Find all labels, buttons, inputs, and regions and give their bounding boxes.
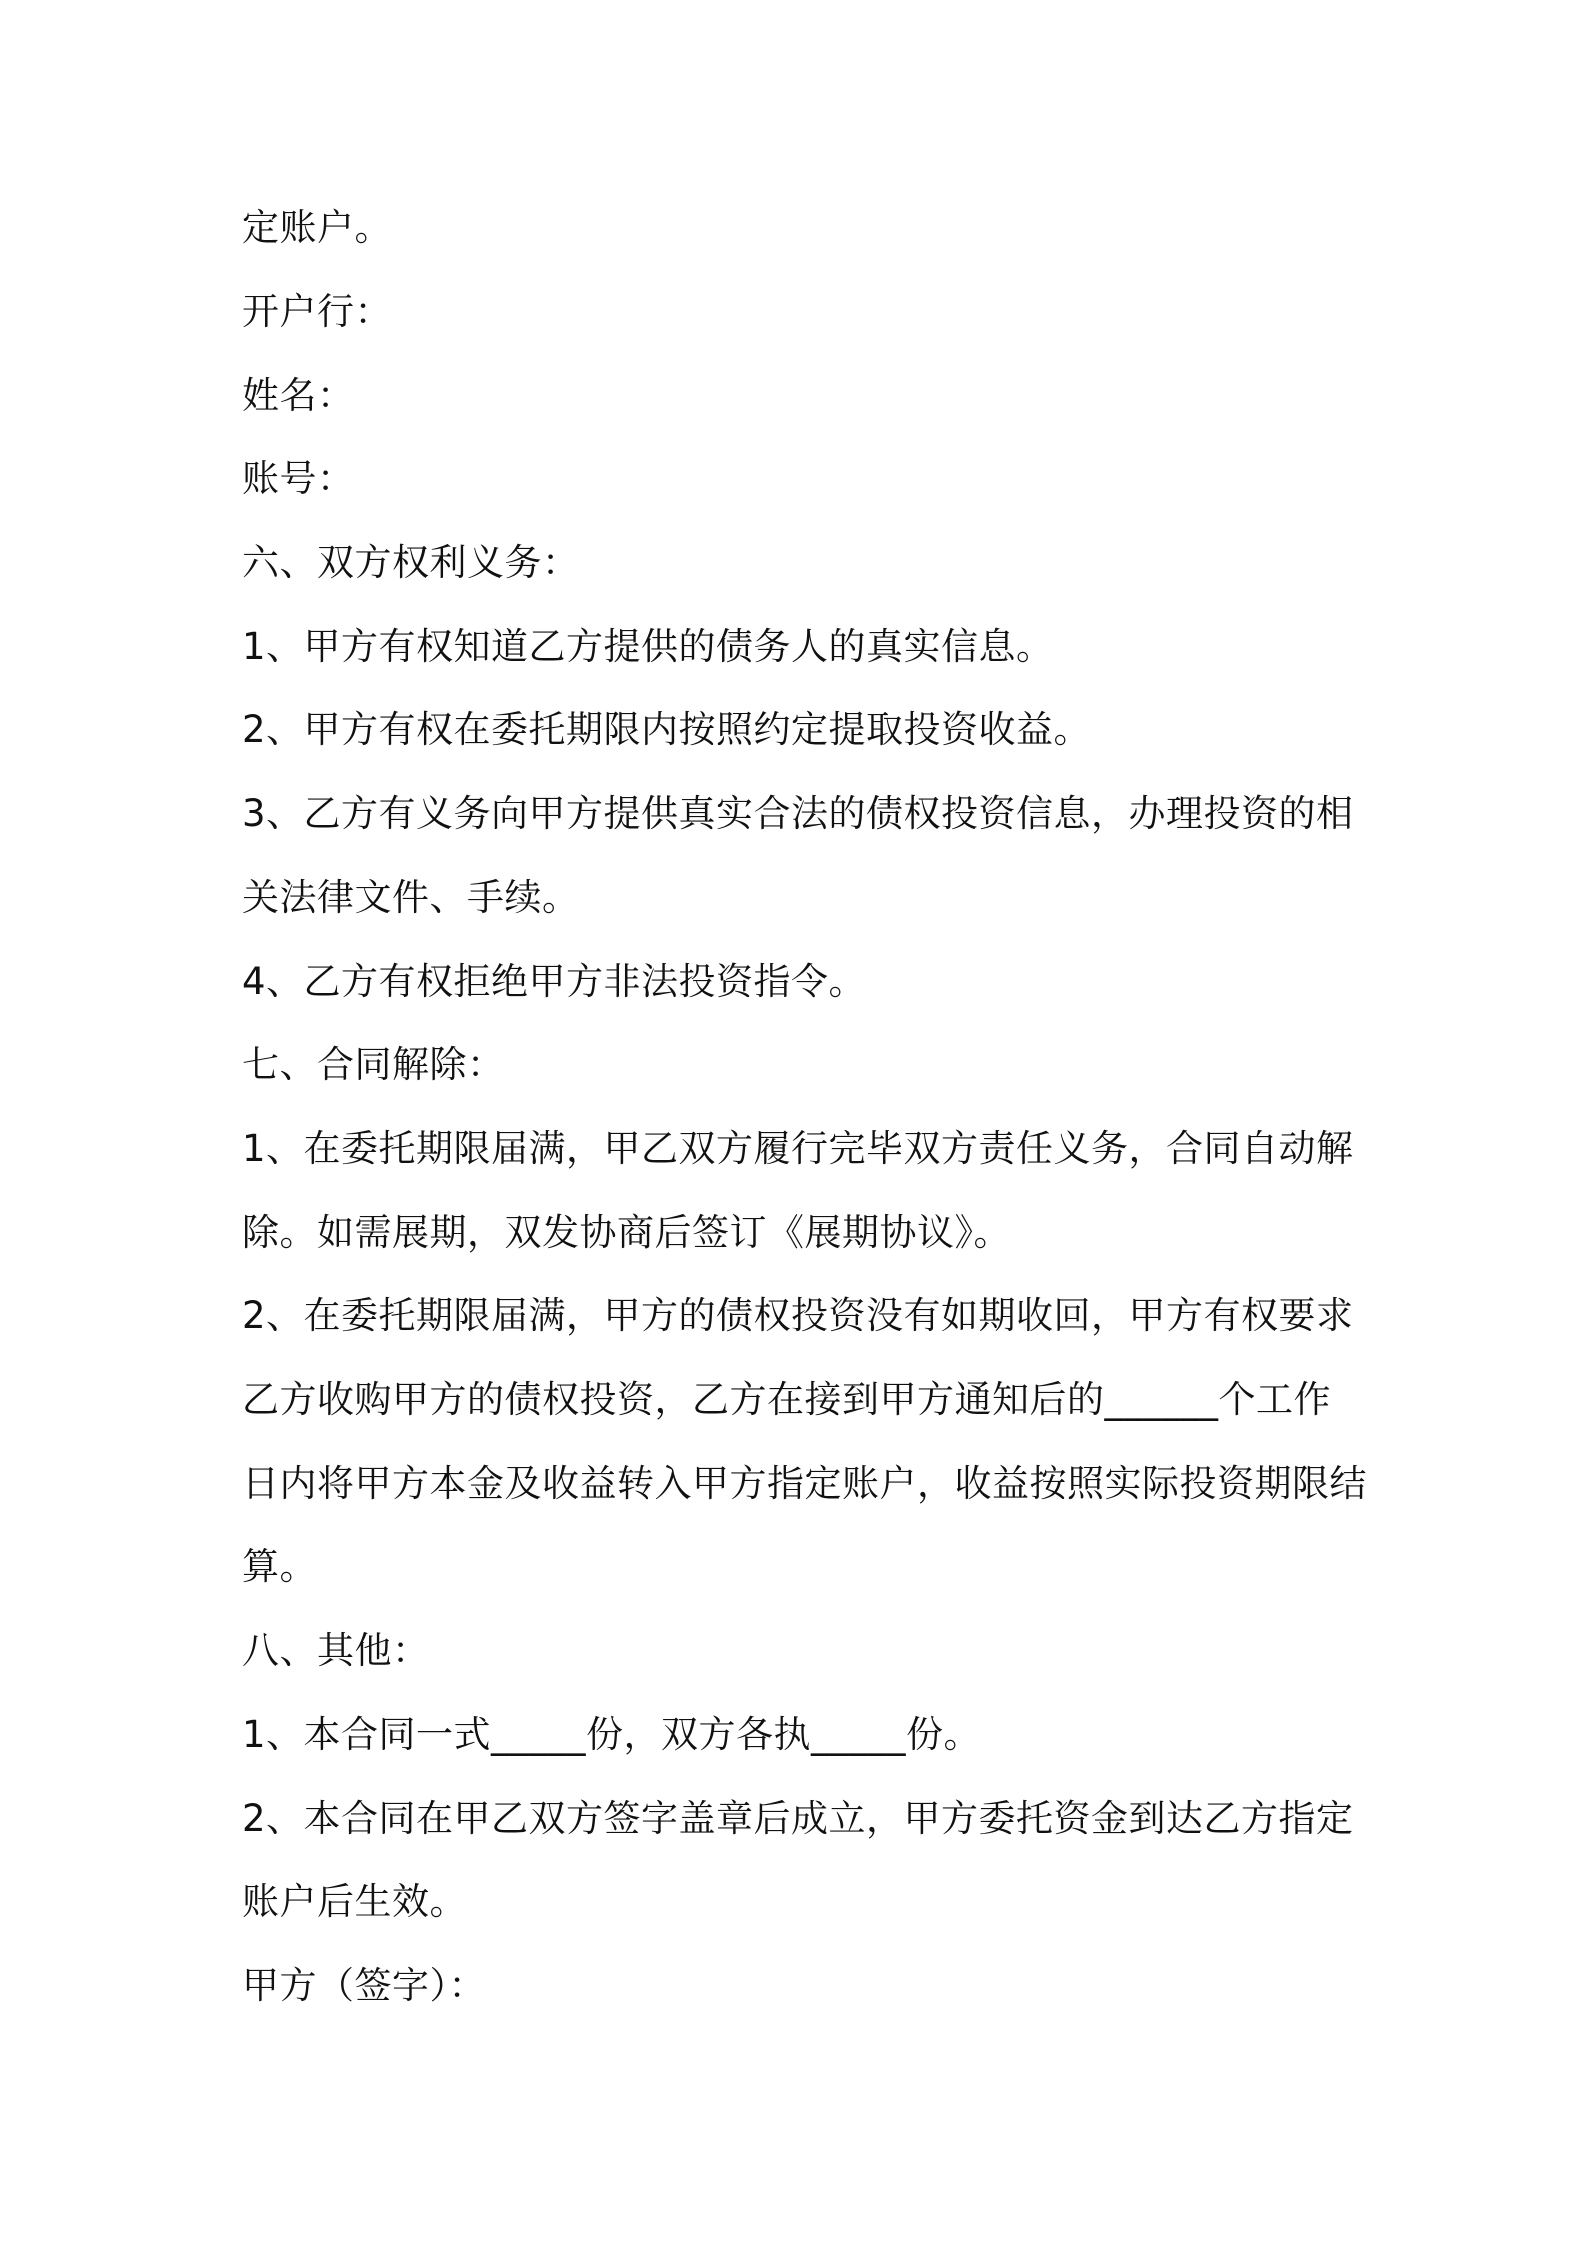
text-line: 2、本合同在甲乙双方签字盖章后成立，甲方委托资金到达乙方指定 xyxy=(242,1797,1354,1840)
text-line: 3、乙方有义务向甲方提供真实合法的债权投资信息，办理投资的相 xyxy=(242,792,1354,835)
signature-label: 甲方（签字）： xyxy=(242,1964,486,2007)
text-line: 账户后生效。 xyxy=(242,1880,467,1923)
text-line: 乙方收购甲方的债权投资，乙方在接到甲方通知后的______个工作 xyxy=(242,1378,1331,1421)
text-line: 4、乙方有权拒绝甲方非法投资指令。 xyxy=(242,960,867,1003)
text-line: 算。 xyxy=(242,1545,317,1588)
text-line: 关法律文件、手续。 xyxy=(242,876,580,919)
section-heading: 七、合同解除： xyxy=(242,1043,505,1086)
text-line: 2、在委托期限届满，甲方的债权投资没有如期收回，甲方有权要求 xyxy=(242,1294,1354,1337)
text-line: 日内将甲方本金及收益转入甲方指定账户，收益按照实际投资期限结 xyxy=(242,1462,1367,1505)
section-heading: 八、其他： xyxy=(242,1629,430,1672)
section-heading: 六、双方权利义务： xyxy=(242,541,580,584)
text-line: 1、甲方有权知道乙方提供的债务人的真实信息。 xyxy=(242,625,1054,668)
text-line: 2、甲方有权在委托期限内按照约定提取投资收益。 xyxy=(242,708,1092,751)
text-line: 除。如需展期，双发协商后签订《展期协议》。 xyxy=(242,1211,1011,1254)
text-line: 姓名： xyxy=(242,374,355,417)
text-line: 1、本合同一式_____份，双方各执_____份。 xyxy=(242,1713,982,1756)
text-line: 1、在委托期限届满，甲乙双方履行完毕双方责任义务，合同自动解 xyxy=(242,1127,1354,1170)
text-line: 账号： xyxy=(242,457,355,500)
text-line: 开户行： xyxy=(242,290,392,333)
text-line: 定账户。 xyxy=(242,206,392,249)
